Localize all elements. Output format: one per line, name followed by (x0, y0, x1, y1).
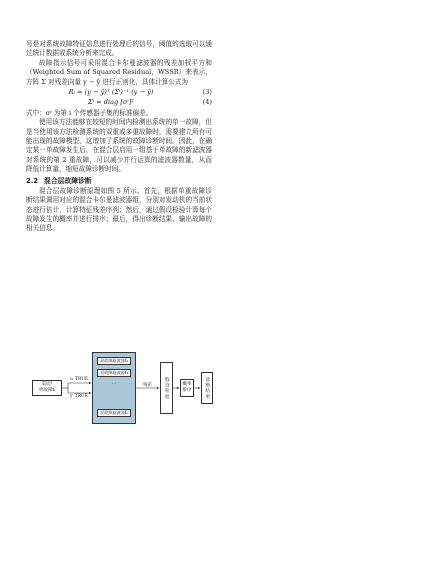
section-heading (26, 176, 212, 186)
equation-4-number: (4) (202, 98, 212, 107)
section-title: 混合层故障诊断 (44, 176, 92, 185)
signal-u-label: u_TRUE (70, 377, 89, 382)
signal-y-label: y_TRUE (70, 394, 88, 399)
paragraph-0: 号是对系统故障特征信息进行处理后的信号，阈值的选取可以通过统计数据或系统分析来完成。 (26, 40, 212, 58)
section-number: 2.2 (26, 176, 39, 185)
filter-1: 双故障滤波器f₁ (97, 357, 131, 365)
figure-5-diagram (28, 350, 214, 424)
paragraph-1: 故障指示信号可采用混合卡尔曼滤波器的残差加权平方和（Weighted Sum of Squared Residual，WSSR）来表示，方阵 Σ 对残差向量 y − ŷ 进行正则化，具体计算公式为 (26, 58, 212, 86)
diagnosis-result-box: 诊断结果 (201, 372, 213, 404)
filter-2: 双故障滤波器f₂ (97, 369, 131, 377)
equation-3-body: Rᵢ = (y − ŷ)ᵀ (Σⁱ)⁻¹ (y − ŷ) (68, 88, 154, 97)
paragraph-4: 混合层故障诊断原理如图 5 所示。首先，根据单重故障诊断结果调用对应的混合卡尔曼滤波器组，分别对发动机的当前状态进行估计，计算特征残差序列；然后，通过假设检验计算每个故障发生的概率并进行排序；最后，得出诊断结果、输出故障的相关信息。 (26, 186, 212, 233)
paragraph-3: 使用该方法能够在较短的时间内检测出系统的单一故障，但是当使用该方法检测系统的双重或多重故障时，需要建立所有可能出现的故障模型，这增加了系统的故障诊断时间。因此，在确定某一单故障发生后，在混合层启用一组基于单故障的新滤波器对系统的第 2 重故障，可以减少并行运算的滤波器数量，从而降低计算量，缩短故障诊断时间。 (26, 118, 212, 174)
input-single-fault-box: 第i层 单故障fᵢ (32, 380, 62, 396)
equation-3 (26, 88, 212, 97)
filter-bank (92, 352, 136, 424)
equation-3-number: (3) (202, 88, 212, 97)
residual-label: 残差 (143, 383, 152, 388)
equation-4-body: Σⁱ = diag [σⁱ]² (88, 98, 134, 107)
filter-ellipsis: … (111, 380, 117, 386)
paragraph-2: 式中：σⁱ 为第 i 个传感器子集的标准偏差。 (26, 108, 153, 117)
probability-sort-box: 概率 排序 (180, 379, 194, 397)
equation-4 (26, 98, 212, 107)
hypothesis-test-box: 假设检验 (160, 362, 173, 414)
filter-n: 双故障滤波器fₙ (97, 409, 131, 417)
text-column (26, 40, 212, 234)
